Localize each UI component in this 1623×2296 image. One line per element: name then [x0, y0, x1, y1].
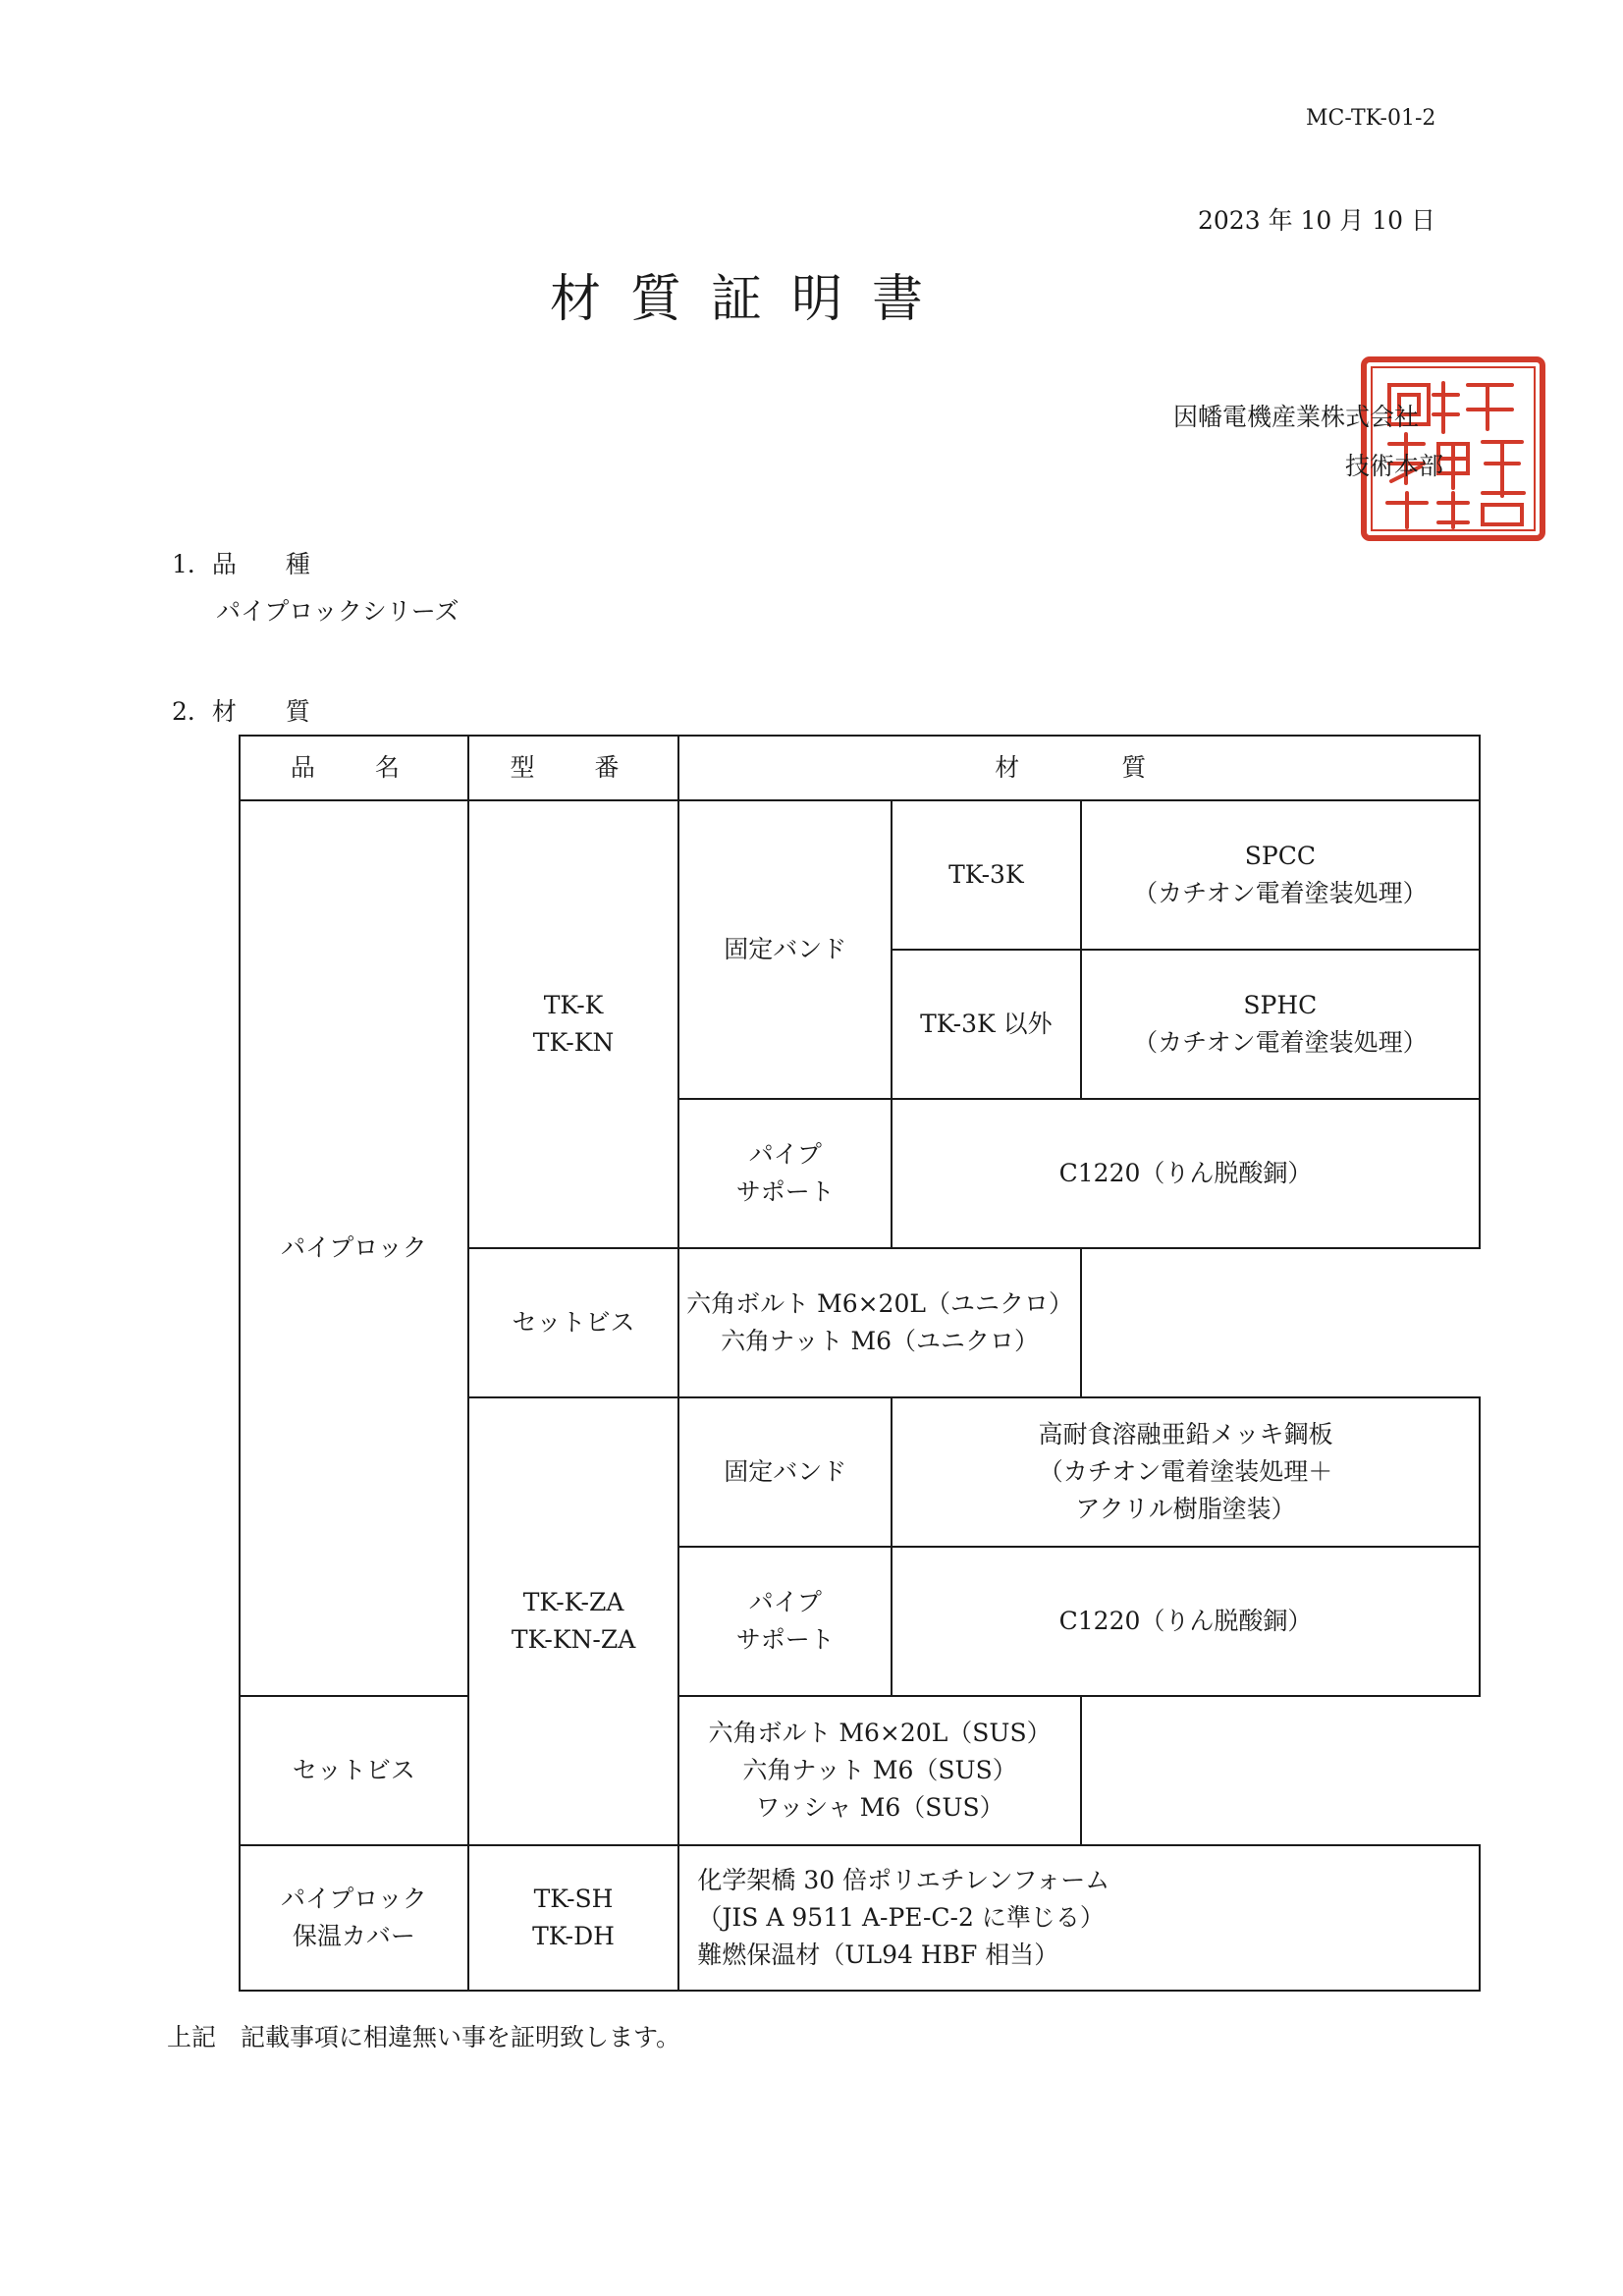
- band-type: TK-3K 以外: [892, 950, 1081, 1099]
- band-type: TK-3K: [892, 800, 1081, 950]
- product-name-cover: パイプロック 保温カバー: [240, 1845, 468, 1991]
- product-series: パイプロックシリーズ: [216, 597, 460, 626]
- screw-material: 六角ボルト M6×20L（SUS） 六角ナット M6（SUS） ワッシャ M6（SUS）: [678, 1696, 1080, 1845]
- section-2-label: 2．材 質: [172, 697, 310, 726]
- part-pipe-support: パイプ サポート: [678, 1547, 892, 1696]
- header-product-name: 品 名: [240, 736, 468, 800]
- table-row: [240, 800, 1480, 950]
- table-row: [240, 1845, 1480, 1991]
- department-name: 技術本部: [1345, 452, 1444, 480]
- company-name: 因幡電機産業株式会社: [1173, 403, 1420, 431]
- material-table: [239, 735, 1481, 1992]
- screw-material: 六角ボルト M6×20L（ユニクロ） 六角ナット M6（ユニクロ）: [678, 1248, 1080, 1397]
- header-model-number: 型 番: [468, 736, 679, 800]
- product-name-pipelock: パイプロック: [240, 800, 468, 1696]
- band-material: SPHC （カチオン電着塗装処理）: [1081, 950, 1480, 1099]
- issue-date: 2023 年 10 月 10 日: [1198, 206, 1435, 235]
- document-title: 材質証明書: [550, 270, 953, 329]
- header-material: 材 質: [678, 736, 1480, 800]
- part-set-screw: セットビス: [468, 1248, 679, 1397]
- table-row: [240, 1696, 1480, 1845]
- document-number: MC-TK-01-2: [1306, 106, 1436, 131]
- model-group-a: TK-K TK-KN: [468, 800, 679, 1248]
- cover-models: TK-SH TK-DH: [468, 1845, 679, 1991]
- table-header-row: [240, 736, 1480, 800]
- part-set-screw: セットビス: [240, 1696, 468, 1845]
- support-material: C1220（りん脱酸銅）: [892, 1547, 1480, 1696]
- certification-statement: 上記 記載事項に相違無い事を証明致します。: [167, 2023, 681, 2051]
- cover-material: 化学架橋 30 倍ポリエチレンフォーム （JIS A 9511 A-PE-C-2 に準じる） 難燃保温材（UL94 HBF 相当）: [678, 1845, 1480, 1991]
- part-fixing-band: 固定バンド: [678, 800, 892, 1099]
- section-1-label: 1．品 種: [172, 550, 310, 578]
- model-group-b: TK-K-ZA TK-KN-ZA: [468, 1397, 679, 1845]
- band-material: 高耐食溶融亜鉛メッキ鋼板 （カチオン電着塗装処理＋ アクリル樹脂塗装）: [892, 1397, 1480, 1547]
- part-pipe-support: パイプ サポート: [678, 1099, 892, 1248]
- band-material: SPCC （カチオン電着塗装処理）: [1081, 800, 1480, 950]
- support-material: C1220（りん脱酸銅）: [892, 1099, 1480, 1248]
- part-fixing-band: 固定バンド: [678, 1397, 892, 1547]
